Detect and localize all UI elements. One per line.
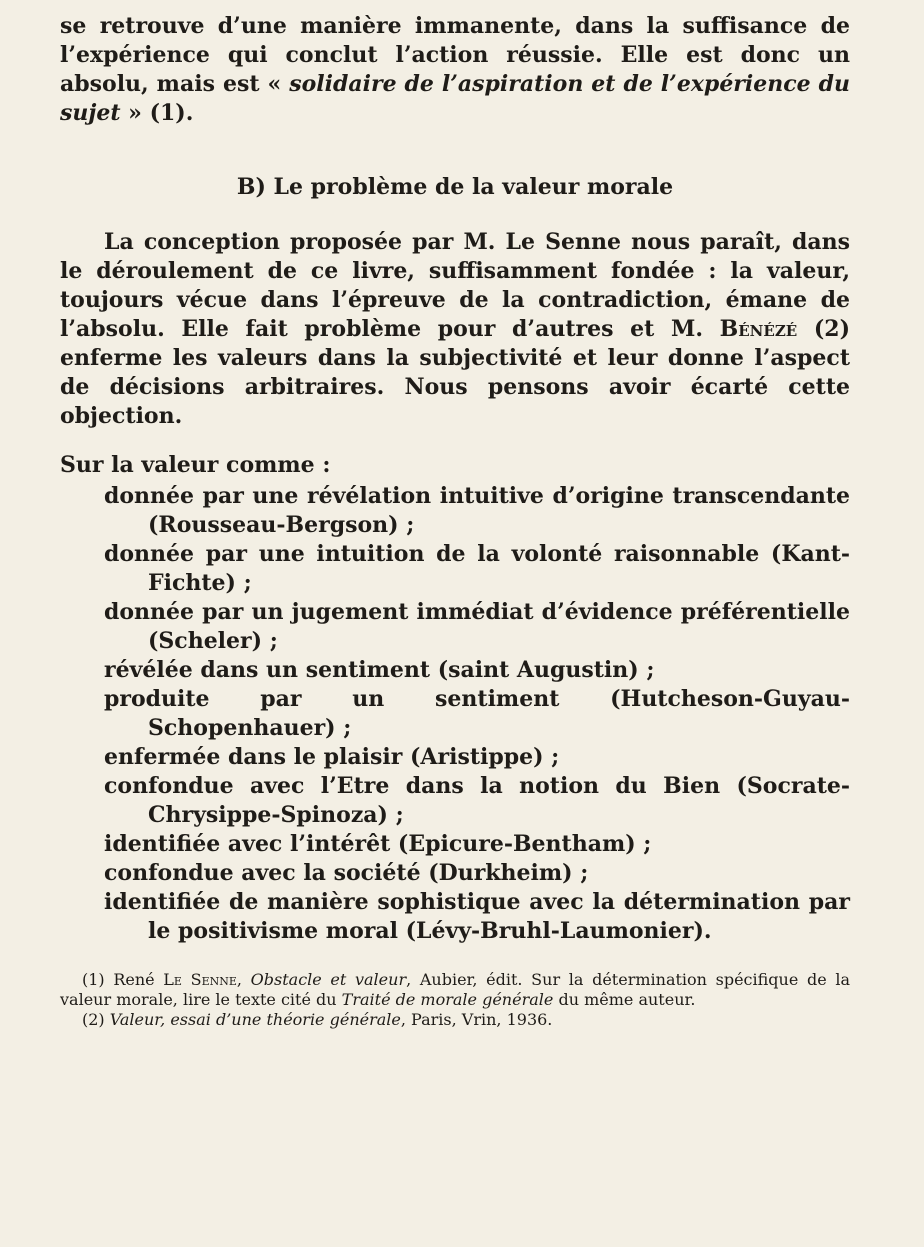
list-item: donnée par une révélation intuitive d’origine transcendante (Rousseau-Bergson) ; [104,483,850,538]
footnote-2-title: Valeur, essai d’une théorie générale [109,1010,401,1029]
list-item: produite par un sentiment (Hutcheson-Guyau-Schopenhauer) ; [104,686,850,741]
footnote-1-number: (1) René [82,970,164,989]
footnote-1-mid: , Aubier, édit. Sur la détermination spécifique de la valeur morale, lire le texte cité du [60,970,851,1009]
paragraph-end: (2) enferme les valeurs dans la subjectivité et leur donne l’aspect de décisions arbitraires. Nous pensons avoir écarté cette objection. [60,316,850,429]
list-item: révélée dans un sentiment (saint Augustin) ; [104,657,655,683]
list-intro: Sur la valeur comme : [60,452,331,478]
footnote-2-end: , Paris, Vrin, 1936. [400,1010,553,1029]
page-content [60,12,850,1030]
list-item: confondue avec la société (Durkheim) ; [104,860,589,886]
footnotes [60,970,850,1030]
paragraph-text: La conception proposée par M. Le Senne nous paraît, dans le déroulement de ce livre, suffisamment fondée : la valeur, toujours vécue dans l’épreuve de la contradiction, émane de l’absolu. Elle fait problème pour d’autres et M. [60,229,850,342]
list-item: donnée par un jugement immédiat d’évidence préférentielle (Scheler) ; [104,599,850,654]
list-item: identifiée avec l’intérêt (Epicure-Bentham) ; [104,831,652,857]
list-item: confondue avec l’Etre dans la notion du Bien (Socrate-Chrysippe-Spinoza) ; [104,773,850,828]
footnote-1-end: du même auteur. [553,990,696,1009]
footnote-1-sep: , [236,970,251,989]
opening-paragraph [60,12,850,128]
opening-quote: solidaire de l’aspiration et de l’expérience du sujet [60,71,850,126]
list-item: identifiée de manière sophistique avec la détermination par le positivisme moral (Lévy-Bruhl-Laumonier). [104,889,850,944]
list-item: donnée par une intuition de la volonté raisonnable (Kant-Fichte) ; [104,541,850,596]
value-list [60,482,850,946]
list-item: enfermée dans le plaisir (Aristippe) ; [104,744,560,770]
opening-text: se retrouve d’une manière immanente, dans la suffisance de l’expérience qui conclut l’action réussie. Elle est donc un absolu, mais est « [60,13,850,97]
author-name: Bénézé [719,316,798,342]
opening-end: » (1). [120,100,194,126]
footnote-1-title: Obstacle et valeur [250,970,407,989]
footnote-1-title2: Traité de morale générale [341,990,554,1009]
footnote-2 [60,1010,850,1030]
main-paragraph [60,228,850,431]
footnote-2-number: (2) [82,1010,110,1029]
section-heading: B) Le problème de la valeur morale [236,174,674,200]
footnote-1-author: Le Senne [163,970,237,989]
footnote-1 [60,970,850,1010]
